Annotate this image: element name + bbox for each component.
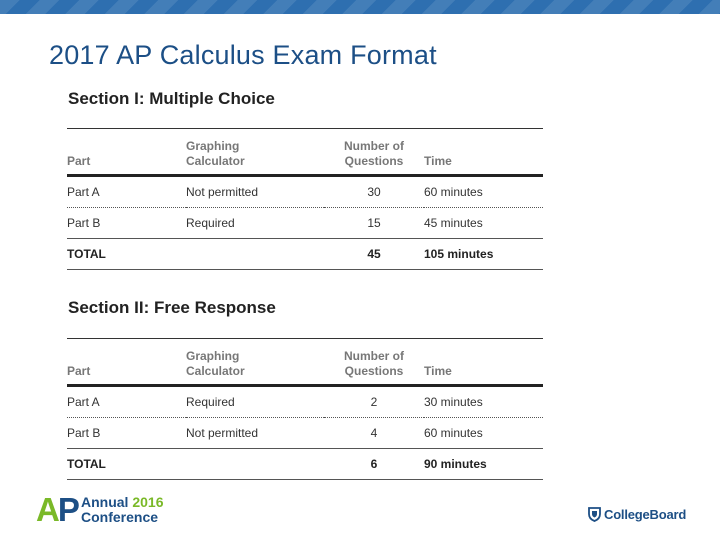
cell-calculator: [186, 239, 324, 270]
header-time: Time: [424, 339, 543, 386]
cell-calculator: [186, 449, 324, 480]
cell-time: 30 minutes: [424, 386, 543, 418]
header-calculator: [186, 339, 324, 386]
header-calc-line2: Calculator: [186, 364, 245, 378]
cell-time: 60 minutes: [424, 418, 543, 449]
cell-questions: 30: [324, 176, 424, 208]
acorn-shield-icon: [588, 506, 601, 522]
cell-questions: 6: [324, 449, 424, 480]
cell-calculator: Required: [186, 208, 324, 239]
table-row: [67, 208, 543, 239]
header-num-line2: Questions: [344, 154, 404, 168]
top-banner-bar: [0, 0, 720, 14]
section-1-table: [67, 128, 543, 270]
section-1-heading: Section I: Multiple Choice: [68, 89, 275, 108]
table-header-row: [67, 339, 543, 386]
header-calc-line1: Graphing: [186, 349, 240, 363]
cell-part: Part B: [67, 208, 186, 239]
header-time: Time: [424, 129, 543, 176]
cell-part: Part B: [67, 418, 186, 449]
table-total-row: [67, 449, 543, 480]
table-row: [67, 176, 543, 208]
cell-part: TOTAL: [67, 449, 186, 480]
college-board-logo: [588, 506, 686, 522]
ap-annual-conference-logo: [36, 493, 176, 527]
header-questions: [324, 129, 424, 176]
header-num-line1: Number of: [344, 139, 404, 153]
ap-logo-text: [81, 495, 164, 525]
cell-questions: 15: [324, 208, 424, 239]
cell-time: 60 minutes: [424, 176, 543, 208]
ap-conference-label: Conference: [81, 509, 159, 525]
section-2-table: [67, 338, 543, 480]
ap-annual-label: Annual: [81, 494, 129, 510]
cell-questions: 45: [324, 239, 424, 270]
table-total-row: [67, 239, 543, 270]
header-questions: [324, 339, 424, 386]
header-calculator: [186, 129, 324, 176]
cell-part: Part A: [67, 176, 186, 208]
cell-questions: 4: [324, 418, 424, 449]
header-num-line1: Number of: [344, 349, 404, 363]
ap-year-label: 2016: [132, 494, 164, 510]
slide-title: 2017 AP Calculus Exam Format: [49, 40, 437, 70]
table-row: [67, 386, 543, 418]
header-part: Part: [67, 339, 186, 386]
cell-part: Part A: [67, 386, 186, 418]
header-part: Part: [67, 129, 186, 176]
cell-part: TOTAL: [67, 239, 186, 270]
cell-calculator: Not permitted: [186, 176, 324, 208]
section-2-heading: Section II: Free Response: [68, 298, 276, 317]
cell-time: 105 minutes: [424, 239, 543, 270]
cell-calculator: Required: [186, 386, 324, 418]
table-header-row: [67, 129, 543, 176]
header-calc-line1: Graphing: [186, 139, 240, 153]
ap-mark-icon: AP: [36, 491, 78, 528]
cell-time: 90 minutes: [424, 449, 543, 480]
header-num-line2: Questions: [344, 364, 404, 378]
cell-calculator: Not permitted: [186, 418, 324, 449]
header-calc-line2: Calculator: [186, 154, 245, 168]
cell-time: 45 minutes: [424, 208, 543, 239]
cell-questions: 2: [324, 386, 424, 418]
table-row: [67, 418, 543, 449]
college-board-label: CollegeBoard: [604, 506, 687, 522]
